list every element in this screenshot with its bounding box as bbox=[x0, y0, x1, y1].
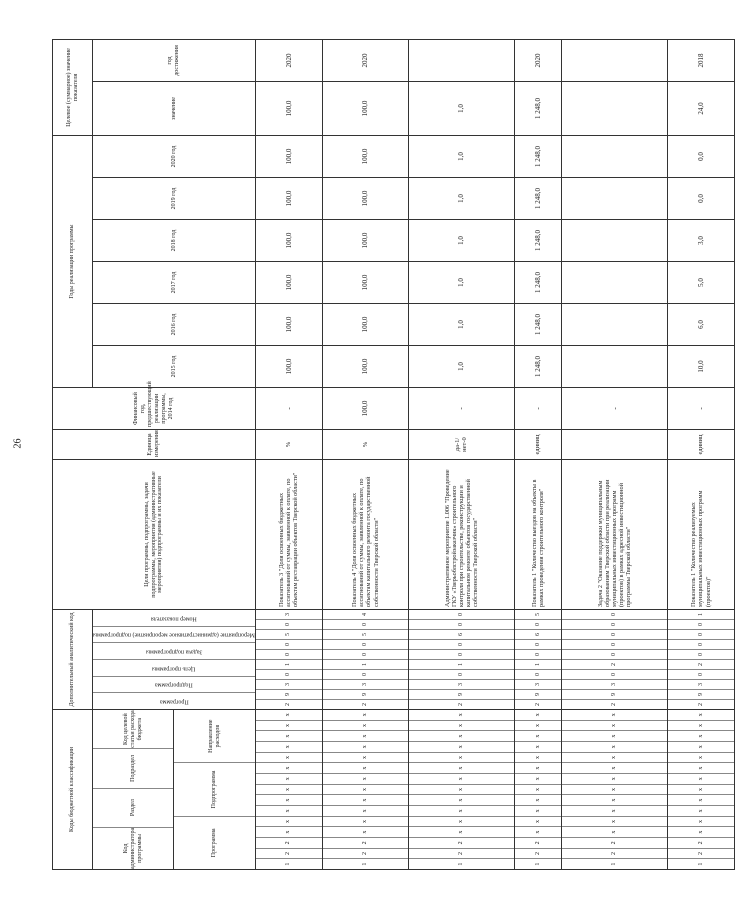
header-fin-year: Финансовый год, предшествующий реализации программы, 2014 год bbox=[53, 388, 256, 430]
header-section: Раздел bbox=[93, 788, 173, 827]
code-digit: 2 bbox=[562, 837, 667, 848]
code-digit: x bbox=[562, 730, 667, 741]
header-indicator-no: Номер показателя bbox=[151, 615, 197, 622]
code-digit: x bbox=[668, 741, 734, 752]
row-year-value: 6,0 bbox=[668, 304, 735, 346]
row-year-value: 100,0 bbox=[322, 346, 408, 388]
code-digit: 0 bbox=[668, 639, 734, 649]
codes-right-cell bbox=[255, 610, 322, 710]
row-unit: % bbox=[322, 430, 408, 460]
code-digit: x bbox=[323, 762, 408, 773]
code-digit: x bbox=[323, 741, 408, 752]
code-digit: 3 bbox=[562, 679, 667, 689]
row-fin-year: - bbox=[514, 388, 561, 430]
codes-left-cell bbox=[668, 710, 735, 870]
row-year-value: 5,0 bbox=[668, 262, 735, 304]
row-target-year bbox=[562, 39, 668, 81]
code-digit: 6 bbox=[515, 629, 561, 639]
code-digit: x bbox=[361, 713, 368, 717]
code-digit: x bbox=[668, 784, 734, 795]
header-target-article-parts bbox=[174, 710, 255, 870]
row-year-value: 1 248,0 bbox=[514, 304, 561, 346]
row-fin-year: - bbox=[409, 388, 515, 430]
header-years-group: Годы реализации программы bbox=[53, 135, 93, 387]
code-digit: 9 bbox=[515, 689, 561, 699]
code-digit: 9 bbox=[323, 689, 408, 699]
header-year-2017: 2017 год bbox=[93, 262, 256, 304]
code-digit: 0 bbox=[515, 649, 561, 659]
header-prog2: Программа bbox=[93, 692, 255, 709]
code-digit: x bbox=[323, 816, 408, 827]
code-digit: x bbox=[323, 752, 408, 763]
code-digit: 3 bbox=[285, 613, 292, 616]
code-digit: x bbox=[323, 794, 408, 805]
code-digit: x bbox=[515, 741, 561, 752]
header-subsection: Подраздел bbox=[93, 748, 173, 787]
code-digit: x bbox=[323, 773, 408, 784]
codes-left-cell bbox=[514, 710, 561, 870]
code-digit: 3 bbox=[515, 679, 561, 689]
code-digit: 1 bbox=[515, 659, 561, 669]
code-digit: x bbox=[515, 794, 561, 805]
row-year-value: 100,0 bbox=[255, 346, 322, 388]
code-digit: 3 bbox=[409, 679, 514, 689]
code-digit: 2 bbox=[562, 659, 667, 669]
code-digit: 2 bbox=[515, 848, 561, 859]
code-digit: 0 bbox=[562, 619, 667, 629]
code-digit: x bbox=[562, 741, 667, 752]
code-digit: x bbox=[409, 773, 514, 784]
code-digit: x bbox=[256, 816, 322, 827]
code-digit: x bbox=[562, 784, 667, 795]
row-target-value: 1,0 bbox=[409, 81, 515, 135]
code-digit: x bbox=[323, 805, 408, 816]
code-digit: 2 bbox=[668, 848, 734, 859]
code-digit: x bbox=[668, 720, 734, 731]
code-digit: 2 bbox=[515, 699, 561, 709]
code-digit: 2 bbox=[323, 699, 408, 709]
row-unit: да-1/ нет-0 bbox=[409, 430, 515, 460]
code-digit: 3 bbox=[256, 679, 322, 689]
code-digit: x bbox=[515, 762, 561, 773]
code-digit: 0 bbox=[668, 669, 734, 679]
code-digit: 9 bbox=[409, 689, 514, 699]
code-digit: 0 bbox=[323, 639, 408, 649]
header-year-2019: 2019 год bbox=[93, 178, 256, 220]
code-digit: x bbox=[515, 773, 561, 784]
code-digit: x bbox=[323, 720, 408, 731]
row-year-value: 100,0 bbox=[255, 304, 322, 346]
code-digit: 0 bbox=[256, 639, 322, 649]
header-prog-goal: Цель программы bbox=[93, 659, 255, 676]
row-year-value bbox=[562, 304, 668, 346]
code-digit: 1 bbox=[256, 858, 322, 869]
code-digit: 2 bbox=[323, 848, 408, 859]
row-year-value bbox=[562, 135, 668, 177]
row-year-value: 100,0 bbox=[255, 135, 322, 177]
code-digit: 0 bbox=[611, 613, 618, 616]
row-target-value: 100,0 bbox=[322, 81, 408, 135]
code-digit: x bbox=[323, 730, 408, 741]
program-indicators-table bbox=[52, 39, 735, 870]
rotated-page bbox=[52, 40, 712, 870]
header-target-article bbox=[93, 710, 174, 870]
row-name: Показатель 4 "Доля освоенных бюджетных ассигнований от суммы, заявленной к оплате, по объектам капитального ремонта государственной собственности Тверской области" bbox=[322, 460, 408, 610]
code-digit: x bbox=[611, 713, 618, 717]
code-digit: x bbox=[256, 762, 322, 773]
code-digit: x bbox=[409, 816, 514, 827]
code-digit: 1 bbox=[697, 613, 704, 616]
code-digit: 1 bbox=[515, 858, 561, 869]
code-digit: 9 bbox=[668, 689, 734, 699]
code-digit: x bbox=[668, 730, 734, 741]
code-digit: x bbox=[562, 752, 667, 763]
code-digit: x bbox=[409, 784, 514, 795]
code-digit: 0 bbox=[515, 639, 561, 649]
code-digit: x bbox=[515, 784, 561, 795]
row-unit bbox=[562, 430, 668, 460]
row-target-year: 2020 bbox=[322, 39, 408, 81]
header-budget-codes: Коды бюджетной классификации bbox=[53, 710, 93, 870]
code-digit: x bbox=[323, 784, 408, 795]
code-digit: 0 bbox=[668, 619, 734, 629]
header-measure: Мероприятие (административное мероприятие) подпрограммы bbox=[93, 626, 255, 643]
row-year-value: 1 248,0 bbox=[514, 346, 561, 388]
row-year-value: 1 248,0 bbox=[514, 220, 561, 262]
code-digit: 2 bbox=[409, 699, 514, 709]
code-digit: x bbox=[515, 730, 561, 741]
code-digit: 2 bbox=[323, 837, 408, 848]
codes-right-cell bbox=[514, 610, 561, 710]
code-digit: 2 bbox=[515, 837, 561, 848]
table-row bbox=[255, 39, 322, 869]
header-admin-code: Код администратора программы bbox=[93, 827, 173, 869]
row-year-value: 1 248,0 bbox=[514, 262, 561, 304]
code-digit: x bbox=[534, 713, 541, 717]
code-digit: x bbox=[285, 713, 292, 717]
code-digit: x bbox=[668, 805, 734, 816]
row-year-value: 1,0 bbox=[409, 346, 515, 388]
row-year-value bbox=[562, 178, 668, 220]
header-program: Программа bbox=[174, 816, 254, 869]
row-year-value: 100,0 bbox=[322, 262, 408, 304]
row-fin-year: - bbox=[255, 388, 322, 430]
codes-left-cell bbox=[409, 710, 515, 870]
code-digit: 2 bbox=[256, 848, 322, 859]
code-digit: x bbox=[668, 773, 734, 784]
header-unit: Единица измерения bbox=[53, 430, 256, 460]
row-year-value bbox=[562, 262, 668, 304]
header-target-value: значение bbox=[93, 81, 256, 135]
code-digit: 0 bbox=[323, 649, 408, 659]
code-digit: 6 bbox=[409, 629, 514, 639]
row-year-value: 1,0 bbox=[409, 262, 515, 304]
code-digit: x bbox=[409, 826, 514, 837]
code-digit: 0 bbox=[409, 669, 514, 679]
code-digit: x bbox=[562, 762, 667, 773]
row-target-value: 100,0 bbox=[255, 81, 322, 135]
code-digit: x bbox=[256, 720, 322, 731]
code-digit: x bbox=[562, 794, 667, 805]
code-digit: 2 bbox=[409, 837, 514, 848]
code-digit: x bbox=[323, 826, 408, 837]
code-digit: 0 bbox=[668, 649, 734, 659]
row-target-value bbox=[562, 81, 668, 135]
row-year-value bbox=[562, 220, 668, 262]
code-digit: x bbox=[256, 784, 322, 795]
row-name: Показатель 1 "Количество реализуемых муниципальных инвестиционных программ (проектов)" bbox=[668, 460, 735, 610]
code-digit: x bbox=[668, 794, 734, 805]
code-digit: x bbox=[256, 773, 322, 784]
codes-left-cell bbox=[322, 710, 408, 870]
code-digit: x bbox=[256, 826, 322, 837]
header-target-article-label: Код целевой статьи расхода бюджета bbox=[122, 710, 143, 748]
code-digit: 9 bbox=[562, 689, 667, 699]
code-digit: 1 bbox=[323, 858, 408, 869]
code-digit: x bbox=[562, 826, 667, 837]
code-digit: 1 bbox=[409, 858, 514, 869]
header-name: Цели программы, подпрограммы, задачи подпрограммы, мероприятия (административные мероприятия) подпрограммы и их показатели bbox=[53, 460, 256, 610]
codes-right-cell bbox=[322, 610, 408, 710]
row-target-value: 24,0 bbox=[668, 81, 735, 135]
code-digit: 5 bbox=[534, 613, 541, 616]
row-unit: единиц bbox=[668, 430, 735, 460]
code-digit: x bbox=[697, 713, 704, 717]
code-digit: 1 bbox=[562, 858, 667, 869]
codes-right-cell bbox=[562, 610, 668, 710]
row-fin-year: - bbox=[562, 388, 668, 430]
row-year-value: 1,0 bbox=[409, 135, 515, 177]
code-digit: x bbox=[562, 773, 667, 784]
code-digit: x bbox=[668, 752, 734, 763]
row-target-year: 2020 bbox=[255, 39, 322, 81]
code-digit: x bbox=[256, 794, 322, 805]
code-digit: 2 bbox=[668, 659, 734, 669]
table-row bbox=[668, 39, 735, 869]
code-digit: 0 bbox=[562, 639, 667, 649]
row-unit: единиц bbox=[514, 430, 561, 460]
code-digit: x bbox=[668, 816, 734, 827]
code-digit: x bbox=[515, 805, 561, 816]
header-expense-direction: Направление расходов bbox=[207, 719, 221, 753]
table-row bbox=[409, 39, 515, 869]
code-digit: 2 bbox=[562, 848, 667, 859]
code-digit: 0 bbox=[409, 649, 514, 659]
codes-left-cell bbox=[255, 710, 322, 870]
row-year-value: 1,0 bbox=[409, 220, 515, 262]
row-name: Показатель 3 "Доля освоенных бюджетных ассигнований от суммы, заявленной к оплате, по объектам реставрации объектов Тверской области" bbox=[255, 460, 322, 610]
codes-right-cell bbox=[668, 610, 735, 710]
code-digit: x bbox=[515, 826, 561, 837]
row-fin-year: 100,0 bbox=[322, 388, 408, 430]
row-year-value: 1,0 bbox=[409, 304, 515, 346]
row-year-value: 100,0 bbox=[322, 220, 408, 262]
row-unit: % bbox=[255, 430, 322, 460]
code-digit: 0 bbox=[668, 629, 734, 639]
code-digit: x bbox=[256, 805, 322, 816]
code-digit: x bbox=[515, 752, 561, 763]
code-digit: 2 bbox=[668, 699, 734, 709]
code-digit: 1 bbox=[256, 659, 322, 669]
row-year-value: 100,0 bbox=[322, 304, 408, 346]
code-digit: 2 bbox=[668, 837, 734, 848]
code-digit: 1 bbox=[668, 858, 734, 869]
code-digit: x bbox=[668, 826, 734, 837]
code-digit: x bbox=[562, 805, 667, 816]
code-digit: 2 bbox=[562, 699, 667, 709]
table-row bbox=[514, 39, 561, 869]
header-subprog-task: Задача подпрограммы bbox=[93, 642, 255, 659]
row-year-value: 100,0 bbox=[255, 220, 322, 262]
code-digit: x bbox=[256, 752, 322, 763]
code-digit: x bbox=[458, 713, 465, 717]
code-digit: 0 bbox=[409, 639, 514, 649]
table-row bbox=[322, 39, 408, 869]
code-digit: 0 bbox=[323, 619, 408, 629]
code-digit: 0 bbox=[562, 649, 667, 659]
code-digit: 0 bbox=[515, 619, 561, 629]
row-name: Административное мероприятие 1.006 "Проведение ГКУ «Тверьоблстройзаказчик» строительного контроля при строительстве, реконструкции и капитальном ремонте объектов государственной собственности Тверской области" bbox=[409, 460, 515, 610]
row-year-value: 3,0 bbox=[668, 220, 735, 262]
row-fin-year: - bbox=[668, 388, 735, 430]
row-target-year bbox=[409, 39, 515, 81]
code-digit: 0 bbox=[256, 669, 322, 679]
code-digit: 2 bbox=[256, 699, 322, 709]
codes-left-cell bbox=[562, 710, 668, 870]
row-year-value: 1,0 bbox=[409, 178, 515, 220]
row-name: Задача 2 "Оказание поддержки муниципальным образованиям Тверской области при реализации муниципальных инвестиционных программ (проектов) в рамках адресной инвестиционной программы Тверской области" bbox=[562, 460, 668, 610]
header-year-2015: 2015 год bbox=[93, 346, 256, 388]
header-year-2016: 2016 год bbox=[93, 304, 256, 346]
row-target-year: 2018 bbox=[668, 39, 735, 81]
code-digit: x bbox=[409, 741, 514, 752]
header-year-2018: 2018 год bbox=[93, 220, 256, 262]
header-target-group: Целевое (суммарное) значение показателя bbox=[53, 39, 93, 135]
code-digit: x bbox=[668, 762, 734, 773]
code-digit: 2 bbox=[256, 837, 322, 848]
code-digit: x bbox=[256, 730, 322, 741]
code-digit: 0 bbox=[323, 669, 408, 679]
row-year-value: 0,0 bbox=[668, 178, 735, 220]
code-digit: x bbox=[409, 794, 514, 805]
row-target-year: 2020 bbox=[514, 39, 561, 81]
header-extra-parts bbox=[93, 610, 256, 710]
header-target-year: год достижения bbox=[93, 39, 256, 81]
code-digit: 0 bbox=[409, 619, 514, 629]
code-digit: 0 bbox=[562, 669, 667, 679]
code-digit: 0 bbox=[256, 619, 322, 629]
header-subprogram: Подпрограмма bbox=[174, 762, 254, 815]
code-digit: 3 bbox=[323, 679, 408, 689]
code-digit: x bbox=[409, 720, 514, 731]
code-digit: 2 bbox=[409, 848, 514, 859]
code-digit: x bbox=[409, 752, 514, 763]
code-digit: x bbox=[562, 720, 667, 731]
code-digit: 1 bbox=[409, 659, 514, 669]
code-digit: x bbox=[515, 816, 561, 827]
code-digit: 0 bbox=[515, 669, 561, 679]
code-digit: 9 bbox=[256, 689, 322, 699]
code-digit: 4 bbox=[361, 613, 368, 616]
code-digit: x bbox=[409, 730, 514, 741]
row-year-value: 100,0 bbox=[255, 262, 322, 304]
row-year-value: 0,0 bbox=[668, 135, 735, 177]
row-year-value: 1 248,0 bbox=[514, 178, 561, 220]
row-year-value: 100,0 bbox=[322, 135, 408, 177]
codes-right-cell bbox=[409, 610, 515, 710]
code-digit: 3 bbox=[668, 679, 734, 689]
code-digit: x bbox=[515, 720, 561, 731]
code-digit: 0 bbox=[256, 649, 322, 659]
row-year-value: 100,0 bbox=[255, 178, 322, 220]
page-number: 26 bbox=[12, 438, 24, 449]
row-year-value: 10,0 bbox=[668, 346, 735, 388]
code-digit: 1 bbox=[323, 659, 408, 669]
code-digit: 0 bbox=[458, 613, 465, 616]
header-extra-code: Дополнительный аналитический код bbox=[53, 610, 93, 710]
row-year-value: 1 248,0 bbox=[514, 135, 561, 177]
table-row bbox=[562, 39, 668, 869]
header-subprog2: Подпрограмма bbox=[93, 676, 255, 693]
code-digit: 5 bbox=[323, 629, 408, 639]
code-digit: 5 bbox=[256, 629, 322, 639]
code-digit: 0 bbox=[562, 629, 667, 639]
code-digit: x bbox=[409, 805, 514, 816]
header-year-2020: 2020 год bbox=[93, 135, 256, 177]
code-digit: x bbox=[409, 762, 514, 773]
row-year-value bbox=[562, 346, 668, 388]
row-name: Показатель 1 "Количество выездов на объекты в рамках проведения строительного контроля" bbox=[514, 460, 561, 610]
code-digit: x bbox=[562, 816, 667, 827]
row-target-value: 1 248,0 bbox=[514, 81, 561, 135]
row-year-value: 100,0 bbox=[322, 178, 408, 220]
code-digit: x bbox=[256, 741, 322, 752]
